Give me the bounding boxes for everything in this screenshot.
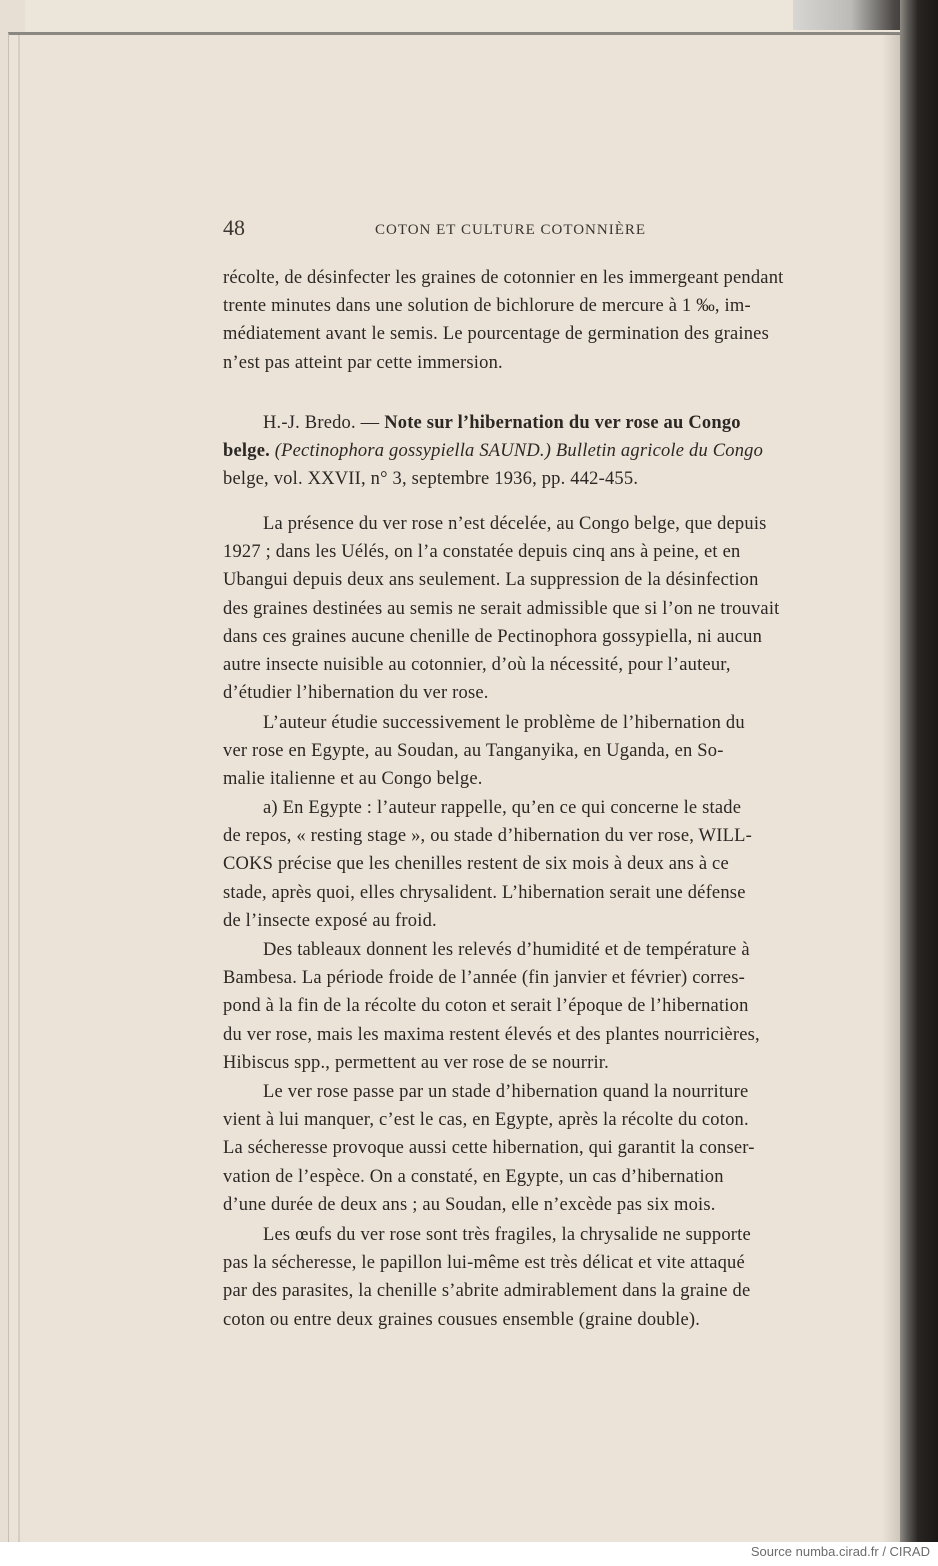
- running-title: COTON ET CULTURE COTONNIÈRE: [375, 222, 647, 238]
- text-line: pas la sécheresse, le papillon lui-même est très délicat et vite attaqué: [223, 1253, 745, 1274]
- text-line: des graines destinées au semis ne serait admissible que si l’on ne trouvait: [223, 598, 780, 619]
- paragraph-tables: [223, 936, 855, 1077]
- text-line: malie italienne et au Congo belge.: [223, 769, 483, 790]
- text-line: Bambesa. La période froide de l’année (fin janvier et février) corres-: [223, 968, 745, 989]
- citation-reference: (Pectinophora gossypiella SAUND.) Bulletin agricole du Congo: [269, 441, 764, 462]
- page-gutter-shadow: [882, 34, 900, 1542]
- paragraph-author-studies: [223, 709, 855, 794]
- text-line: de l’insecte exposé au froid.: [223, 910, 437, 931]
- text-line: COKS précise que les chenilles restent de six mois à deux ans à ce: [223, 854, 729, 875]
- text-line: d’étudier l’hibernation du ver rose.: [223, 683, 489, 704]
- text-line: stade, après quoi, elles chrysalident. L’hibernation serait une défense: [223, 882, 746, 903]
- citation-author: H.-J. Bredo. —: [263, 413, 385, 433]
- page-edge-line: [18, 35, 20, 1542]
- text-line: Des tableaux donnent les relevés d’humidité et de température à: [263, 940, 750, 960]
- text-line: récolte, de désinfecter les graines de cotonnier en les immergeant pendant: [223, 268, 784, 288]
- text-line: de repos, « resting stage », ou stade d’hibernation du ver rose, WILL-: [223, 826, 752, 847]
- text-line: du ver rose, mais les maxima restent élevés et des plantes nourricières,: [223, 1024, 760, 1045]
- text-line: Le ver rose passe par un stade d’hibernation quand la nourriture: [263, 1082, 749, 1102]
- text-line: La sécheresse provoque aussi cette hibernation, qui garantit la conser-: [223, 1138, 755, 1159]
- source-attribution: Source numba.cirad.fr / CIRAD: [750, 1544, 930, 1559]
- text-line: autre insecte nuisible au cotonnier, d’où la nécessité, pour l’auteur,: [223, 655, 731, 676]
- running-head: [223, 214, 855, 246]
- citation-line-3: belge, vol. XXVII, n° 3, septembre 1936, pp. 442-455.: [223, 469, 639, 490]
- text-line: pond à la fin de la récolte du coton et serait l’époque de l’hibernation: [223, 996, 749, 1017]
- paragraph-hibernation-stage: [223, 1078, 855, 1219]
- citation-line-1: [223, 409, 855, 437]
- book-spine: [900, 0, 938, 1542]
- text-line: Les œufs du ver rose sont très fragiles, la chrysalide ne supporte: [263, 1225, 751, 1245]
- paragraph-egypt: [223, 794, 855, 935]
- text-line: par des parasites, la chenille s’abrite admirablement dans la graine de: [223, 1281, 751, 1302]
- text-line: médiatement avant le semis. Le pourcentage de germination des graines: [223, 324, 769, 345]
- text-line: ver rose en Egypte, au Soudan, au Tanganyika, en Uganda, en So-: [223, 741, 724, 762]
- text-line: trente minutes dans une solution de bichlorure de mercure à 1 ‰, im-: [223, 296, 751, 317]
- text-line: vient à lui manquer, c’est le cas, en Egypte, après la récolte du coton.: [223, 1110, 749, 1131]
- citation-title: Note sur l’hibernation du ver rose au Congo: [384, 413, 741, 433]
- paragraph-continuation: [223, 264, 855, 377]
- paragraph-presence: [223, 510, 855, 707]
- text-line: La présence du ver rose n’est décelée, au Congo belge, que depuis: [263, 514, 767, 534]
- citation-title-end: belge.: [223, 441, 270, 462]
- text-line: Ubangui depuis deux ans seulement. La suppression de la désinfection: [223, 570, 759, 591]
- citation-line-2: [223, 437, 855, 465]
- paragraph-eggs: [223, 1221, 855, 1334]
- text-line: coton ou entre deux graines cousues ensemble (graine double).: [223, 1309, 701, 1330]
- text-line: d’une durée de deux ans ; au Soudan, elle n’excède pas six mois.: [223, 1194, 716, 1215]
- bibliographic-entry: [223, 409, 855, 494]
- text-line: a) En Egypte : l’auteur rappelle, qu’en ce qui concerne le stade: [263, 798, 742, 818]
- page-number: 48: [223, 215, 245, 240]
- text-line: 1927 ; dans les Uélés, on l’a constatée depuis cinq ans à peine, et en: [223, 542, 741, 563]
- text-line: dans ces graines aucune chenille de Pectinophora gossypiella, ni aucun: [223, 626, 763, 647]
- text-line: L’auteur étudie successivement le problème de l’hibernation du: [263, 713, 745, 733]
- text-line: vation de l’espèce. On a constaté, en Egypte, un cas d’hibernation: [223, 1166, 724, 1187]
- text-line: n’est pas atteint par cette immersion.: [223, 352, 503, 373]
- text-line: Hibiscus spp., permettent au ver rose de se nourrir.: [223, 1052, 609, 1073]
